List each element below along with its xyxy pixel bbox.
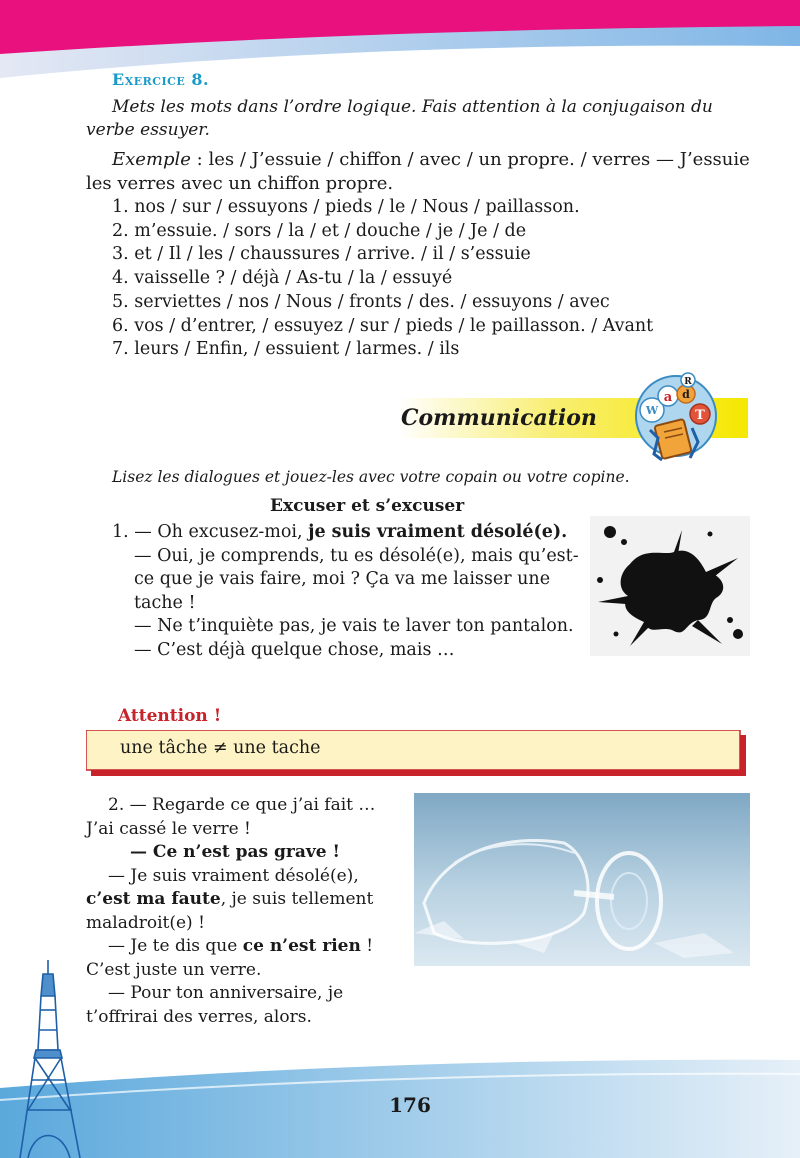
list-item: 6. vos / d’entrer, / essuyez / sur / pieds / le paillasson. / Avant bbox=[112, 315, 654, 336]
icon-letter: R bbox=[684, 377, 692, 387]
list-item: 4. vaisselle ? / déjà / As-tu / la / essuyé bbox=[112, 268, 453, 289]
dialogue-text: — Je suis vraiment désolé(e), bbox=[108, 865, 359, 886]
dialogue-line bbox=[86, 841, 396, 865]
list-item: 5. serviettes / nos / Nous / fronts / des. / essuyons / avec bbox=[112, 291, 610, 312]
attention-text: une tâche ≠ une tache bbox=[120, 738, 321, 758]
section-heading: Excuser et s’excuser bbox=[270, 496, 465, 516]
dialogue-text: , je suis tellement maladroit(e) ! bbox=[86, 889, 374, 933]
dialogue-line: — C’est déjà quelque chose, mais … bbox=[134, 639, 455, 660]
section-intro: Lisez les dialogues et jouez-les avec votre copain ou votre copine. bbox=[112, 468, 630, 486]
dialogue-2 bbox=[86, 794, 396, 1029]
dialogue-text: — Je te dis que bbox=[108, 936, 243, 956]
dialogue-text: 1. — Oh excusez-moi, bbox=[112, 522, 309, 542]
list-item: 7. leurs / Enfin, / essuient / larmes. / ils bbox=[112, 339, 460, 360]
dialogue-line bbox=[86, 865, 396, 936]
communication-icon bbox=[628, 372, 720, 464]
exercise-instruction: Mets les mots dans l’ordre logique. Fais attention à la conjugaison du verbe essuyer. bbox=[86, 97, 713, 140]
exercise-example bbox=[86, 148, 750, 196]
icon-letter: a bbox=[663, 390, 673, 405]
section-title: Communication bbox=[401, 405, 597, 431]
dialogue-bold: je suis vraiment désolé(e). bbox=[308, 522, 568, 542]
list-item: 2. m’essuie. / sors / la / et / douche / je / Je / de bbox=[112, 220, 527, 241]
icon-letter: d bbox=[682, 388, 690, 401]
dialogue-bold: c’est ma faute bbox=[86, 889, 221, 909]
dialogue-line: — Ne t’inquiète pas, je vais te laver ton pantalon. bbox=[134, 616, 574, 637]
example-label: Exemple bbox=[112, 149, 191, 170]
dialogue-line: — Pour ton anniversaire, je t’offrirai des verres, alors. bbox=[86, 983, 344, 1027]
eiffel-tower-icon bbox=[10, 960, 88, 1158]
list-item: 3. et / Il / les / chaussures / arrive. / il / s’essuie bbox=[112, 244, 531, 265]
dialogue-bold: ce n’est rien bbox=[242, 936, 361, 956]
exercise-items bbox=[112, 196, 653, 362]
broken-glass-image bbox=[414, 793, 750, 966]
example-text: : les / J’essuie / chiffon / avec / un propre. / verres — J’essuie les verres avec un chiffon propre. bbox=[86, 149, 750, 194]
page-number: 176 bbox=[389, 1093, 431, 1117]
list-item: 1. nos / sur / essuyons / pieds / le / Nous / paillasson. bbox=[112, 197, 580, 217]
ink-stain-image bbox=[590, 516, 750, 656]
exercise-title: Exercice 8. bbox=[112, 70, 210, 89]
icon-letter: W bbox=[645, 404, 659, 417]
dialogue-1 bbox=[112, 521, 590, 663]
dialogue-line: — Oui, je comprends, tu es désolé(e), mais qu’est-ce que je vais faire, moi ? Ça va me laisser une tache ! bbox=[134, 545, 579, 613]
attention-title: Attention ! bbox=[118, 706, 222, 726]
dialogue-line bbox=[86, 935, 396, 982]
header-band bbox=[0, 0, 800, 80]
icon-letter: T bbox=[695, 408, 705, 423]
dialogue-text: ! C’est juste un verre. bbox=[86, 936, 374, 980]
dialogue-line: 2. — Regarde ce que j’ai fait … J’ai cassé le verre ! bbox=[86, 795, 376, 839]
dialogue-line bbox=[112, 521, 590, 545]
dialogue-bold: — Ce n’est pas grave ! bbox=[130, 842, 340, 862]
